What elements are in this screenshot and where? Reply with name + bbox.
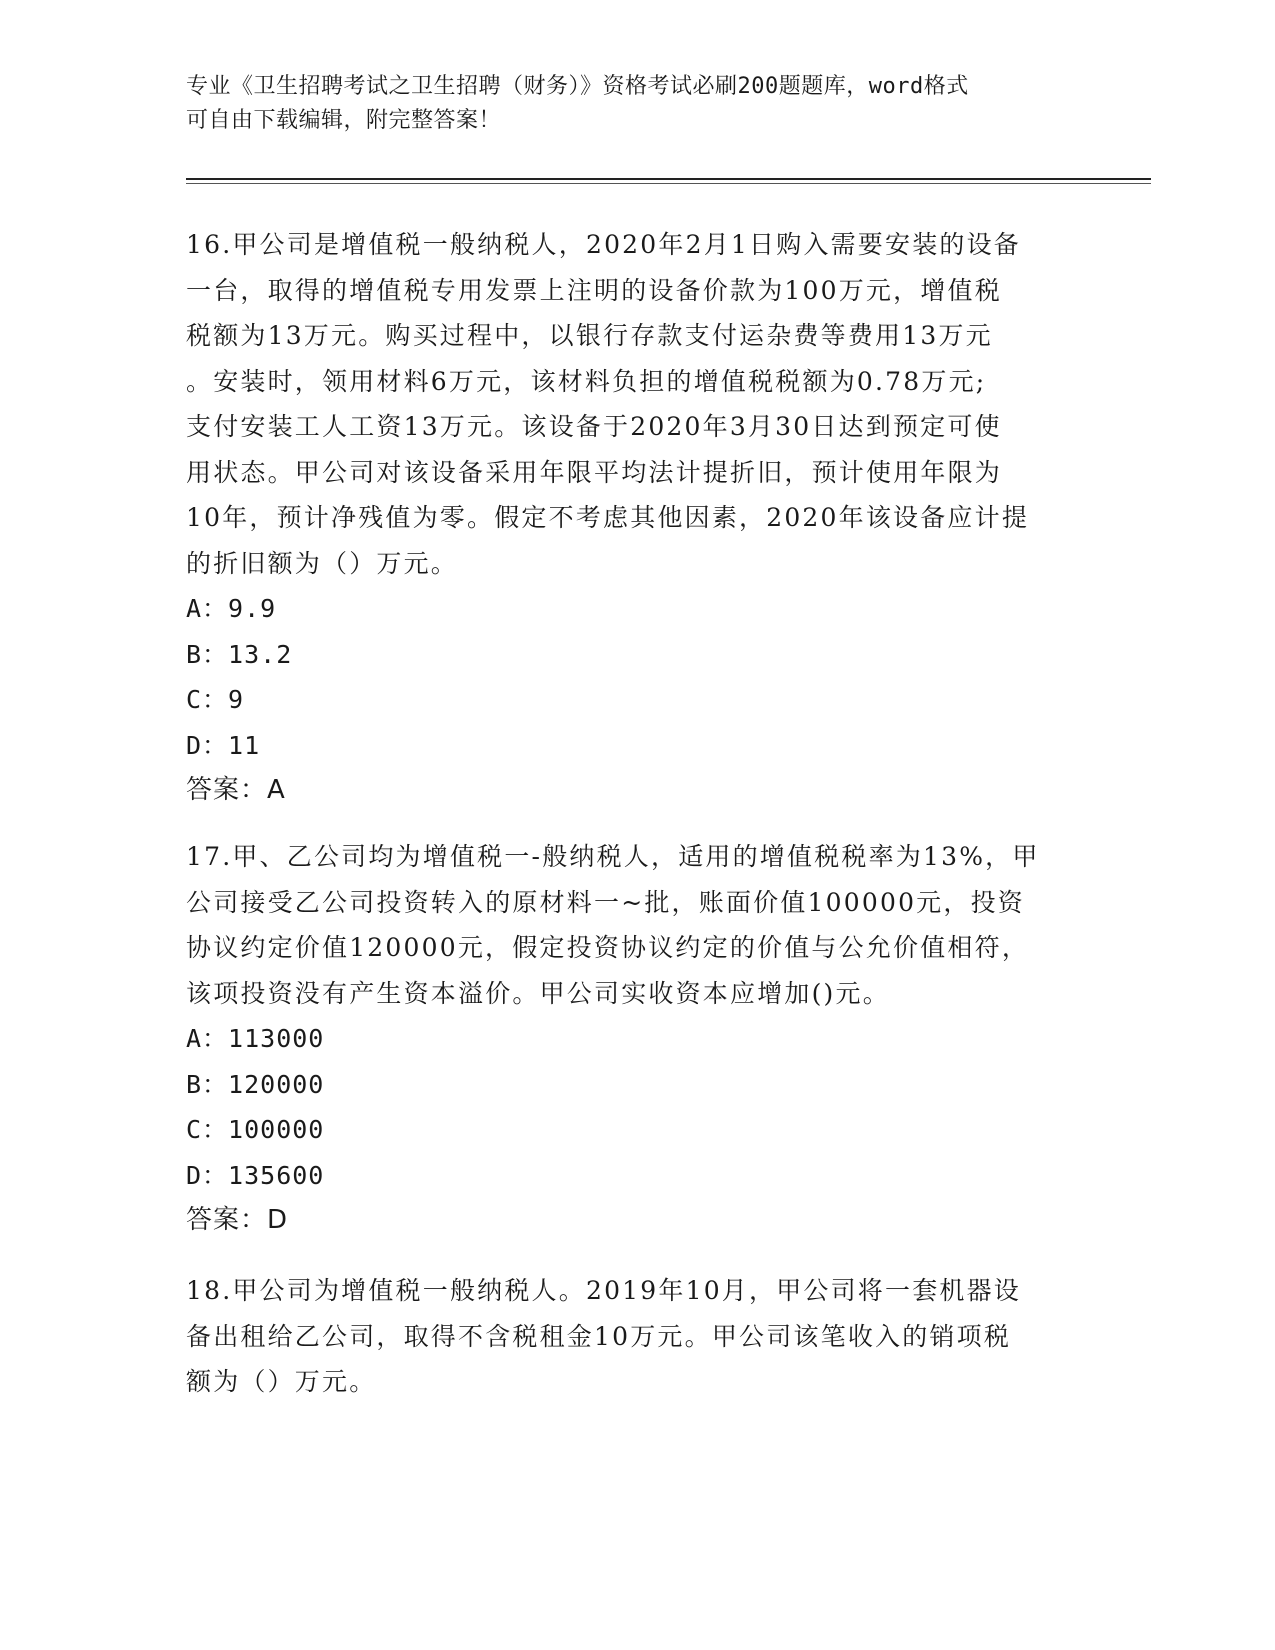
option-b: B：120000 (186, 1069, 325, 1099)
question-text-line: 的折旧额为（）万元。 (186, 548, 459, 578)
header-divider-thin (186, 183, 1151, 184)
answer: 答案：A (186, 775, 286, 805)
header-line: 可自由下载编辑，附完整答案！ (186, 108, 502, 133)
question-16 (186, 222, 1086, 814)
option-b: B：13.2 (186, 639, 293, 669)
question-text-line: 16.甲公司是增值税一般纳税人，2020年2月1日购入需要安装的设备 (186, 230, 1021, 259)
question-text-line: 18.甲公司为增值税一般纳税人。2019年10月，甲公司将一套机器设 (186, 1276, 1021, 1305)
question-text-line: 10年，预计净残值为零。假定不考虑其他因素，2020年该设备应计提 (186, 503, 1030, 532)
option-c: C：9 (186, 685, 245, 714)
question-text-line: 额为（）万元。 (186, 1367, 377, 1396)
question-text-line: 17.甲、乙公司均为增值税一-般纳税人，适用的增值税税率为13%，甲 (186, 842, 1040, 871)
option-d: D：11 (186, 730, 261, 760)
question-17 (186, 834, 1086, 1244)
question-text-line: 协议约定价值120000元，假定投资协议约定的价值与公允价值相符， (186, 933, 1030, 962)
question-text-line: 税额为13万元。购买过程中，以银行存款支付运杂费等费用13万元 (186, 321, 993, 350)
header-line: 专业《卫生招聘考试之卫生招聘（财务）》资格考试必刷200题题库，word格式 (186, 74, 969, 99)
answer: 答案：D (186, 1205, 289, 1235)
question-text-line: 公司接受乙公司投资转入的原材料一~批，账面价值100000元，投资 (186, 887, 1025, 917)
option-a: A：9.9 (186, 594, 277, 623)
option-a: A：113000 (186, 1024, 325, 1053)
header-divider (186, 178, 1151, 180)
question-18 (186, 1268, 1086, 1405)
question-text-line: 。安装时，领用材料6万元，该材料负担的增值税税额为0.78万元; (186, 366, 987, 396)
document-header (186, 70, 1086, 138)
option-d: D：135600 (186, 1160, 325, 1190)
question-text-line: 一台，取得的增值税专用发票上注明的设备价款为100万元，增值税 (186, 275, 1002, 305)
question-text-line: 支付安装工人工资13万元。该设备于2020年3月30日达到预定可使 (186, 412, 1002, 441)
option-c: C：100000 (186, 1115, 325, 1144)
question-text-line: 备出租给乙公司，取得不含税租金10万元。甲公司该笔收入的销项税 (186, 1321, 1012, 1351)
question-text-line: 用状态。甲公司对该设备采用年限平均法计提折旧，预计使用年限为 (186, 457, 1003, 487)
question-text-line: 该项投资没有产生资本溢价。甲公司实收资本应增加()元。 (186, 978, 890, 1008)
